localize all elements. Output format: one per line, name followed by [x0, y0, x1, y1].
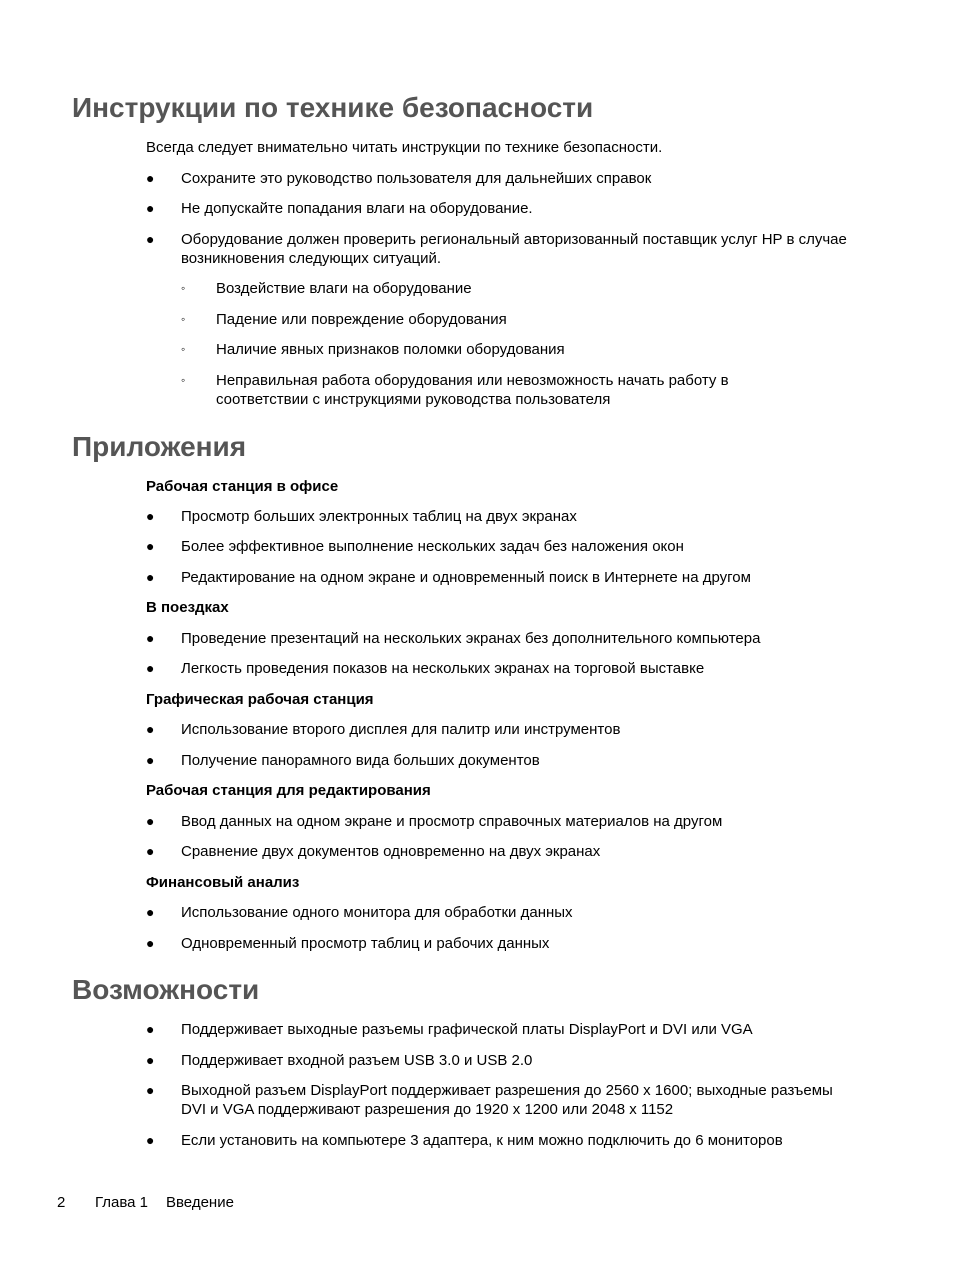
- sub-list-item: [181, 340, 821, 359]
- list-item-text: Легкость проведения показов на нескольких экранах на торговой выставке: [181, 660, 705, 677]
- list-item-text: Сохраните это руководство пользователя для дальнейших справок: [181, 170, 652, 187]
- sub-list-item-text: Наличие явных признаков поломки оборудования: [216, 341, 565, 358]
- list-item: [146, 659, 856, 678]
- list-item: [146, 1020, 856, 1039]
- list-item: [146, 230, 856, 268]
- sub-list-item-text: Падение или повреждение оборудования: [216, 311, 507, 328]
- section-title-features: Возможности: [72, 974, 260, 1005]
- list-item: [146, 903, 856, 922]
- circle-bullet-icon: ◦: [181, 373, 186, 387]
- sub-list-item: [181, 371, 821, 409]
- list-item: [146, 1131, 856, 1150]
- section-title-applications: Приложения: [72, 431, 247, 462]
- footer-chapter: Глава 1: [95, 1194, 149, 1211]
- page-number: 2: [57, 1194, 66, 1211]
- list-item-text: Получение панорамного вида больших документов: [181, 752, 540, 769]
- bullet-icon: ●: [146, 1082, 155, 1098]
- list-item-text: Поддерживает входной разъем USB 3.0 и USB 2.0: [181, 1052, 533, 1069]
- subheading-graphics: Графическая рабочая станция: [146, 691, 374, 708]
- list-item-text: Ввод данных на одном экране и просмотр справочных материалов на другом: [181, 813, 723, 830]
- circle-bullet-icon: ◦: [181, 281, 186, 295]
- bullet-icon: ●: [146, 1132, 155, 1148]
- list-item: [146, 629, 856, 648]
- bullet-icon: ●: [146, 538, 155, 554]
- list-item-text: Выходной разъем DisplayPort поддерживает разрешения до 2560 x 1600; выходные разъемы DVI и VGA поддерживают разрешения до 1920 x 1200 или 2048 x 1152: [181, 1082, 833, 1118]
- list-item-text: Если установить на компьютере 3 адаптера, к ним можно подключить до 6 мониторов: [181, 1132, 783, 1149]
- list-item: [146, 720, 856, 739]
- sub-list-item-text: Неправильная работа оборудования или невозможность начать работу в соответствии с инструкциями руководства пользователя: [216, 372, 729, 408]
- list-item-text: Редактирование на одном экране и одновременный поиск в Интернете на другом: [181, 569, 751, 586]
- bullet-icon: ●: [146, 935, 155, 951]
- footer-chapter-title: Введение: [166, 1194, 234, 1211]
- list-item: [146, 568, 856, 587]
- list-item: [146, 507, 856, 526]
- bullet-icon: ●: [146, 721, 155, 737]
- list-item-text: Не допускайте попадания влаги на оборудование.: [181, 200, 533, 217]
- bullet-icon: ●: [146, 752, 155, 768]
- list-item-text: Сравнение двух документов одновременно на двух экранах: [181, 843, 601, 860]
- bullet-icon: ●: [146, 843, 155, 859]
- bullet-icon: ●: [146, 508, 155, 524]
- circle-bullet-icon: ◦: [181, 342, 186, 356]
- list-item-text: Оборудование должен проверить региональный авторизованный поставщик услуг HP в случае возникновения следующих ситуаций.: [181, 231, 847, 267]
- list-item: [146, 842, 856, 861]
- sub-list-item: [181, 279, 821, 298]
- bullet-icon: ●: [146, 569, 155, 585]
- bullet-icon: ●: [146, 231, 155, 247]
- bullet-icon: ●: [146, 1052, 155, 1068]
- list-item: [146, 1051, 856, 1070]
- list-item-text: Проведение презентаций на нескольких экранах без дополнительного компьютера: [181, 630, 761, 647]
- subheading-editing: Рабочая станция для редактирования: [146, 782, 431, 799]
- list-item-text: Использование второго дисплея для палитр или инструментов: [181, 721, 621, 738]
- list-item: [146, 751, 856, 770]
- safety-intro: Всегда следует внимательно читать инструкции по технике безопасности.: [146, 139, 663, 156]
- list-item: [146, 537, 856, 556]
- list-item-text: Одновременный просмотр таблиц и рабочих данных: [181, 935, 550, 952]
- list-item-text: Просмотр больших электронных таблиц на двух экранах: [181, 508, 577, 525]
- list-item: [146, 1081, 856, 1119]
- list-item: [146, 199, 856, 218]
- list-item: [146, 934, 856, 953]
- sub-list-item-text: Воздействие влаги на оборудование: [216, 280, 472, 297]
- sub-list-item: [181, 310, 821, 329]
- list-item: [146, 169, 856, 188]
- section-title-safety: Инструкции по технике безопасности: [72, 92, 594, 123]
- list-item-text: Более эффективное выполнение нескольких задач без наложения окон: [181, 538, 684, 555]
- list-item: [146, 812, 856, 831]
- bullet-icon: ●: [146, 630, 155, 646]
- list-item-text: Использование одного монитора для обработки данных: [181, 904, 573, 921]
- subheading-travel: В поездках: [146, 599, 229, 616]
- subheading-finance: Финансовый анализ: [146, 874, 300, 891]
- bullet-icon: ●: [146, 813, 155, 829]
- bullet-icon: ●: [146, 660, 155, 676]
- circle-bullet-icon: ◦: [181, 312, 186, 326]
- bullet-icon: ●: [146, 200, 155, 216]
- subheading-office: Рабочая станция в офисе: [146, 478, 339, 495]
- bullet-icon: ●: [146, 1021, 155, 1037]
- list-item-text: Поддерживает выходные разъемы графической платы DisplayPort и DVI или VGA: [181, 1021, 753, 1038]
- bullet-icon: ●: [146, 904, 155, 920]
- bullet-icon: ●: [146, 170, 155, 186]
